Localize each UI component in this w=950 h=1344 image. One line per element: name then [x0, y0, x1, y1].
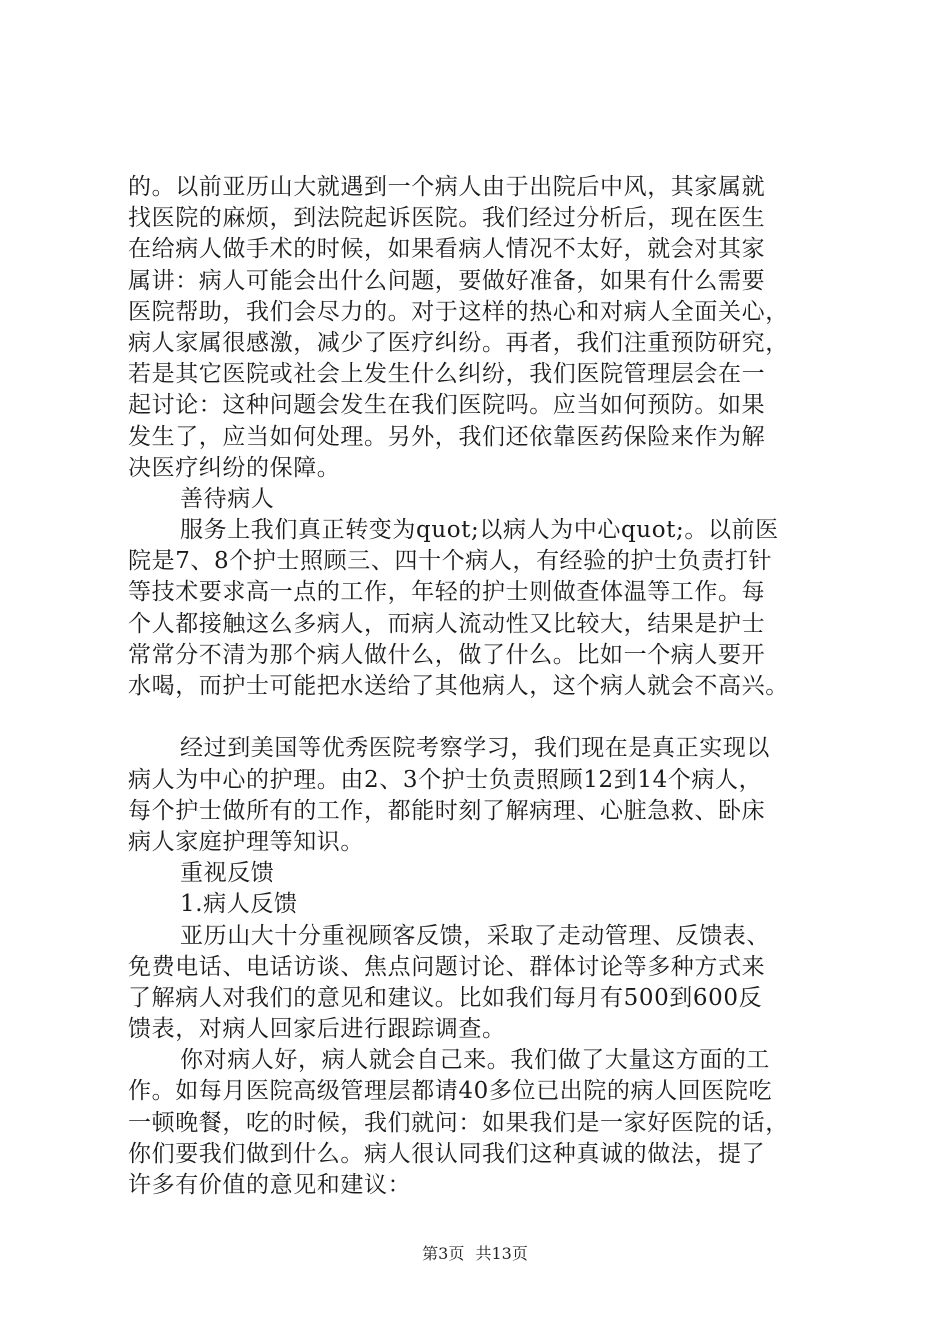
text-line: 病人家属很感激，减少了医疗纠纷。再者，我们注重预防研究，: [128, 329, 789, 356]
text-line: 病人家庭护理等知识。: [128, 828, 364, 855]
section-heading: 重视反馈: [180, 860, 275, 887]
text-line: 每个护士做所有的工作，都能时刻了解病理、心脏急救、卧床: [128, 797, 766, 824]
text-line: 你对病人好，病人就会自己来。我们做了大量这方面的工: [180, 1047, 770, 1074]
text-line: 免费电话、电话访谈、焦点问题讨论、群体讨论等多种方式来: [128, 953, 766, 980]
text-line: 病人为中心的护理。由2、3个护士负责照顾12到14个病人，: [128, 766, 763, 793]
text-line: 亚历山大十分重视顾客反馈，采取了走动管理、反馈表、: [180, 922, 770, 949]
text-line: 等技术要求高一点的工作，年轻的护士则做查体温等工作。每: [128, 579, 766, 606]
text-line: 发生了，应当如何处理。另外，我们还依靠医药保险来作为解: [128, 423, 766, 450]
text-line: 院是7、8个护士照顾三、四十个病人，有经验的护士负责打针: [128, 548, 773, 575]
text-line: 找医院的麻烦，到法院起诉医院。我们经过分析后，现在医生: [128, 205, 766, 232]
text-line: 若是其它医院或社会上发生什么纠纷，我们医院管理层会在一: [128, 361, 766, 388]
subsection-heading: 1.病人反馈: [180, 891, 298, 918]
page-footer: [0, 1244, 950, 1264]
text-line: 你们要我们做到什么。病人很认同我们这种真诚的做法，提了: [128, 1140, 766, 1167]
text-line: 许多有价值的意见和建议：: [128, 1172, 412, 1198]
page-number: 第3页: [422, 1244, 465, 1263]
text-line: 决医疗纠纷的保障。: [128, 454, 341, 481]
text-line: 馈表，对病人回家后进行跟踪调查。: [128, 1016, 506, 1043]
text-line: 在给病人做手术的时候，如果看病人情况不太好，就会对其家: [128, 236, 766, 263]
section-heading: 善待病人: [180, 485, 275, 512]
text-line: 个人都接触这么多病人，而病人流动性又比较大，结果是护士: [128, 610, 766, 637]
page-total: 共13页: [475, 1244, 528, 1263]
text-line: 的。以前亚历山大就遇到一个病人由于出院后中风，其家属就: [128, 174, 766, 200]
text-line: 服务上我们真正转变为quot;以病人为中心quot;。以前医: [180, 517, 779, 544]
text-line: 常常分不清为那个病人做什么，做了什么。比如一个病人要开: [128, 641, 766, 668]
text-line: 属讲：病人可能会出什么问题，要做好准备，如果有什么需要: [128, 267, 766, 294]
body-text: [128, 172, 840, 1201]
text-line: 了解病人对我们的意见和建议。比如我们每月有500到600反: [128, 984, 763, 1011]
text-line: 经过到美国等优秀医院考察学习，我们现在是真正实现以: [180, 735, 770, 762]
text-line: 一顿晚餐，吃的时候，我们就问：如果我们是一家好医院的话，: [128, 1109, 789, 1136]
blank-line: [128, 702, 840, 733]
text-line: 医院帮助，我们会尽力的。对于这样的热心和对病人全面关心，: [128, 298, 789, 325]
text-line: 水喝，而护士可能把水送给了其他病人，这个病人就会不高兴。: [128, 673, 789, 699]
text-line: 起讨论：这种问题会发生在我们医院吗。应当如何预防。如果: [128, 392, 766, 419]
text-line: 作。如每月医院高级管理层都请40多位已出院的病人回医院吃: [128, 1078, 773, 1105]
